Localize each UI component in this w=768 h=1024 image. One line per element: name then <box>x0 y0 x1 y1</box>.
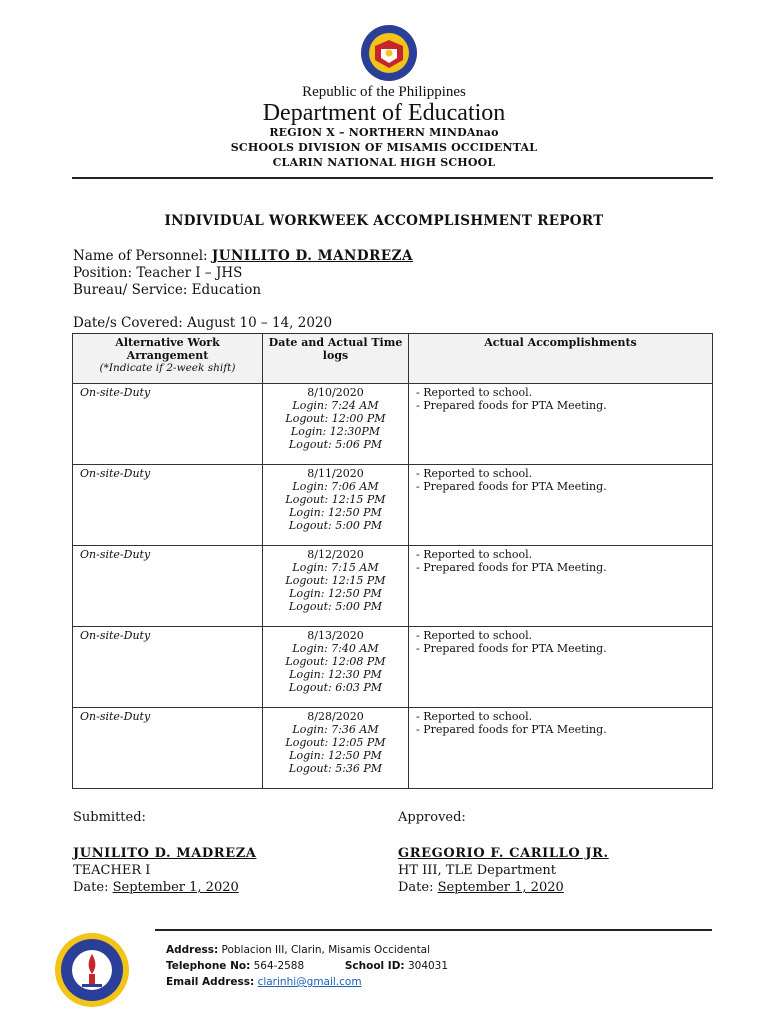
dates-label: Date/s Covered: <box>73 315 188 331</box>
arrangement-cell: On-site-Duty <box>73 546 263 627</box>
accomplishments-cell <box>409 546 713 627</box>
position-value: Teacher I – JHS <box>136 265 243 281</box>
approved-date-line <box>398 880 564 895</box>
phone-value: 564-2588 <box>250 960 305 972</box>
accomplishment-item: - Reported to school. <box>416 548 533 561</box>
accomplishment-item: - Prepared foods for PTA Meeting. <box>416 399 607 412</box>
timelog-cell <box>263 708 409 789</box>
address-value: Poblacion III, Clarin, Misamis Occidental <box>218 944 431 956</box>
footer-email-line <box>166 976 362 988</box>
personnel-line <box>73 248 413 264</box>
accomplishment-item: - Reported to school. <box>416 629 533 642</box>
accomplishment-item: - Reported to school. <box>416 710 533 723</box>
accomplishment-item: - Prepared foods for PTA Meeting. <box>416 642 607 655</box>
time-log-entry: Logout: 5:00 PM <box>288 600 383 613</box>
time-log-entry: Logout: 12:15 PM <box>285 493 386 506</box>
arrangement-cell: On-site-Duty <box>73 708 263 789</box>
accomplishment-item: - Prepared foods for PTA Meeting. <box>416 480 607 493</box>
time-log-entry: Logout: 12:15 PM <box>285 574 386 587</box>
header-divider <box>72 177 713 179</box>
division-line: SCHOOLS DIVISION OF MISAMIS OCCIDENTAL <box>230 141 538 154</box>
approved-label: Approved: <box>398 810 466 825</box>
time-log-entry: Logout: 5:00 PM <box>288 519 383 532</box>
bureau-value: Education <box>191 282 262 298</box>
time-log-entry: Login: 12:50 PM <box>289 587 382 600</box>
time-log-entry: Login: 7:36 AM <box>292 723 379 736</box>
region-line: REGION X – NORTHERN MINDAnao <box>269 126 499 139</box>
header-accomplishments: Actual Accomplishments <box>409 334 713 384</box>
time-log-entry: Logout: 12:08 PM <box>285 655 386 668</box>
time-log-entry: Logout: 12:05 PM <box>285 736 386 749</box>
bureau-line <box>73 282 261 298</box>
school-id-value: 304031 <box>404 960 449 972</box>
time-log-entry: Login: 12:30 PM <box>289 668 382 681</box>
footer-divider <box>155 929 712 931</box>
accomplishment-item: - Reported to school. <box>416 386 533 399</box>
republic-line: Republic of the Philippines <box>302 84 466 100</box>
dates-value: August 10 – 14, 2020 <box>187 315 333 331</box>
approved-title: HT III, TLE Department <box>398 863 556 878</box>
time-log-entry: Login: 7:40 AM <box>292 642 379 655</box>
address-label: Address: <box>166 944 219 956</box>
accomplishment-item: - Prepared foods for PTA Meeting. <box>416 723 607 736</box>
approved-name: GREGORIO F. CARILLO JR. <box>398 846 609 861</box>
time-log-entry: Login: 12:50 PM <box>289 749 382 762</box>
table-row <box>73 708 713 789</box>
time-log-entry: Logout: 6:03 PM <box>288 681 383 694</box>
arrangement-cell: On-site-Duty <box>73 465 263 546</box>
arrangement-cell: On-site-Duty <box>73 384 263 465</box>
timelog-cell <box>263 546 409 627</box>
time-log-entry: Login: 7:24 AM <box>292 399 379 412</box>
submitted-label: Submitted: <box>73 810 146 825</box>
position-line <box>73 265 242 281</box>
log-date: 8/11/2020 <box>307 467 364 480</box>
table-row <box>73 465 713 546</box>
log-date: 8/10/2020 <box>307 386 364 399</box>
dates-covered-line <box>73 315 332 331</box>
submitted-date: September 1, 2020 <box>112 880 239 895</box>
header-timelogs: Date and Actual Time logs <box>263 334 409 384</box>
submitted-name: JUNILITO D. MADREZA <box>73 846 257 861</box>
approved-date: September 1, 2020 <box>437 880 564 895</box>
header-arrangement-note: (*Indicate if 2-week shift) <box>99 362 236 374</box>
department-title: Department of Education <box>262 100 506 126</box>
school-id-label: School ID: <box>344 960 405 972</box>
report-title: INDIVIDUAL WORKWEEK ACCOMPLISHMENT REPORT <box>164 213 604 229</box>
phone-label: Telephone No: <box>166 960 251 972</box>
time-log-entry: Login: 7:15 AM <box>292 561 379 574</box>
header-arrangement-label: Alternative Work Arrangement <box>115 336 220 362</box>
time-log-entry: Logout: 5:36 PM <box>288 762 383 775</box>
log-date: 8/12/2020 <box>307 548 364 561</box>
school-line: CLARIN NATIONAL HIGH SCHOOL <box>272 156 496 169</box>
position-label: Position: <box>73 265 137 281</box>
accomplishments-cell <box>409 465 713 546</box>
approved-date-label: Date: <box>398 880 438 895</box>
time-log-entry: Logout: 5:06 PM <box>288 438 383 451</box>
email-label: Email Address: <box>166 976 255 988</box>
personnel-label: Name of Personnel: <box>73 248 212 264</box>
deped-seal-logo <box>348 22 430 82</box>
timelog-cell <box>263 627 409 708</box>
email-link[interactable]: clarinhi@gmail.com <box>257 976 362 988</box>
header-arrangement <box>73 334 263 384</box>
submitted-title: TEACHER I <box>73 863 151 878</box>
footer-address-line <box>166 944 430 956</box>
time-log-entry: Login: 7:06 AM <box>292 480 379 493</box>
arrangement-cell: On-site-Duty <box>73 627 263 708</box>
bureau-label: Bureau/ Service: <box>73 282 192 298</box>
time-log-entry: Login: 12:30PM <box>290 425 381 438</box>
accomplishments-cell <box>409 708 713 789</box>
time-log-entry: Logout: 12:00 PM <box>285 412 386 425</box>
table-body <box>73 384 713 789</box>
table-row <box>73 627 713 708</box>
accomplishment-table <box>72 333 713 789</box>
school-seal-logo <box>52 930 132 1010</box>
footer-phone-line <box>166 960 448 972</box>
table-row <box>73 546 713 627</box>
table-row <box>73 384 713 465</box>
accomplishments-cell <box>409 384 713 465</box>
table-header-row <box>73 334 713 384</box>
timelog-cell <box>263 465 409 546</box>
personnel-name: JUNILITO D. MANDREZA <box>211 248 413 264</box>
submitted-date-line <box>73 880 239 895</box>
timelog-cell <box>263 384 409 465</box>
accomplishments-cell <box>409 627 713 708</box>
submitted-date-label: Date: <box>73 880 113 895</box>
time-log-entry: Login: 12:50 PM <box>289 506 382 519</box>
accomplishment-item: - Reported to school. <box>416 467 533 480</box>
log-date: 8/13/2020 <box>307 629 364 642</box>
log-date: 8/28/2020 <box>307 710 364 723</box>
accomplishment-item: - Prepared foods for PTA Meeting. <box>416 561 607 574</box>
